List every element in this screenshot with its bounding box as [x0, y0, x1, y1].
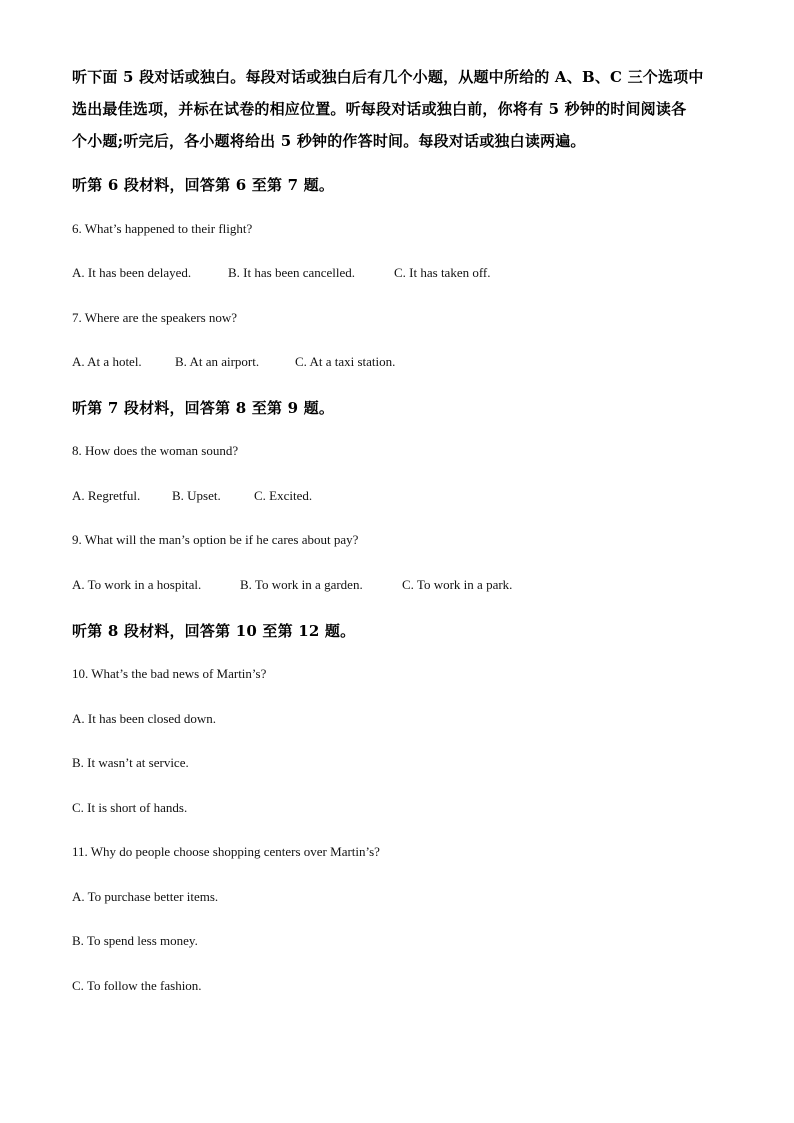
- question-10-stem: 10. What’s the bad news of Martin’s?: [72, 666, 267, 681]
- question-7-options: [72, 354, 395, 370]
- question-6-option-c: C. It has taken off.: [394, 265, 491, 280]
- question-6-options: [72, 265, 491, 281]
- question-8-option-a: A. Regretful.: [72, 488, 141, 503]
- question-7-option-a: A. At a hotel.: [72, 354, 142, 369]
- question-10-option-a: A. It has been closed down.: [72, 711, 217, 726]
- question-10-option-c: C. It is short of hands.: [72, 800, 188, 815]
- section-heading-7: 听第 7 段材料，回答第 8 至第 9 题。: [72, 399, 335, 417]
- question-9-option-b: B. To work in a garden.: [240, 577, 363, 592]
- instructions-line-3: 个小题;听完后，各小题将给出 5 秒钟的作答时间。每段对话或独白读两遍。: [72, 132, 586, 150]
- question-11-option-b: B. To spend less money.: [72, 933, 198, 948]
- section-heading-8: 听第 8 段材料，回答第 10 至第 12 题。: [72, 622, 356, 640]
- question-11-option-a: A. To purchase better items.: [72, 889, 219, 904]
- question-9-options: [72, 577, 512, 593]
- question-7-stem: 7. Where are the speakers now?: [72, 310, 238, 325]
- question-8-option-c: C. Excited.: [254, 488, 313, 503]
- question-9-option-a: A. To work in a hospital.: [72, 577, 202, 592]
- section-heading-6: 听第 6 段材料，回答第 6 至第 7 题。: [72, 176, 335, 194]
- question-8-stem: 8. How does the woman sound?: [72, 443, 239, 458]
- question-11-option-c: C. To follow the fashion.: [72, 978, 202, 993]
- question-8-option-b: B. Upset.: [172, 488, 221, 503]
- question-7-option-c: C. At a taxi station.: [295, 354, 396, 369]
- question-6-option-a: A. It has been delayed.: [72, 265, 192, 280]
- question-11-stem: 11. Why do people choose shopping centers over Martin’s?: [72, 844, 380, 859]
- question-7-option-b: B. At an airport.: [175, 354, 260, 369]
- instructions-line-1: 听下面 5 段对话或独白。每段对话或独白后有几个小题，从题中所给的 A、B、C 三个选项中: [72, 68, 704, 86]
- question-9-option-c: C. To work in a park.: [402, 577, 513, 592]
- question-6-stem: 6. What’s happened to their flight?: [72, 221, 253, 236]
- question-6-option-b: B. It has been cancelled.: [228, 265, 356, 280]
- instructions-line-2: 选出最佳选项，并标在试卷的相应位置。听每段对话或独白前，你将有 5 秒钟的时间阅读各: [72, 100, 687, 118]
- question-9-stem: 9. What will the man’s option be if he cares about pay?: [72, 532, 359, 547]
- question-10-option-b: B. It wasn’t at service.: [72, 755, 189, 770]
- question-8-options: [72, 488, 312, 504]
